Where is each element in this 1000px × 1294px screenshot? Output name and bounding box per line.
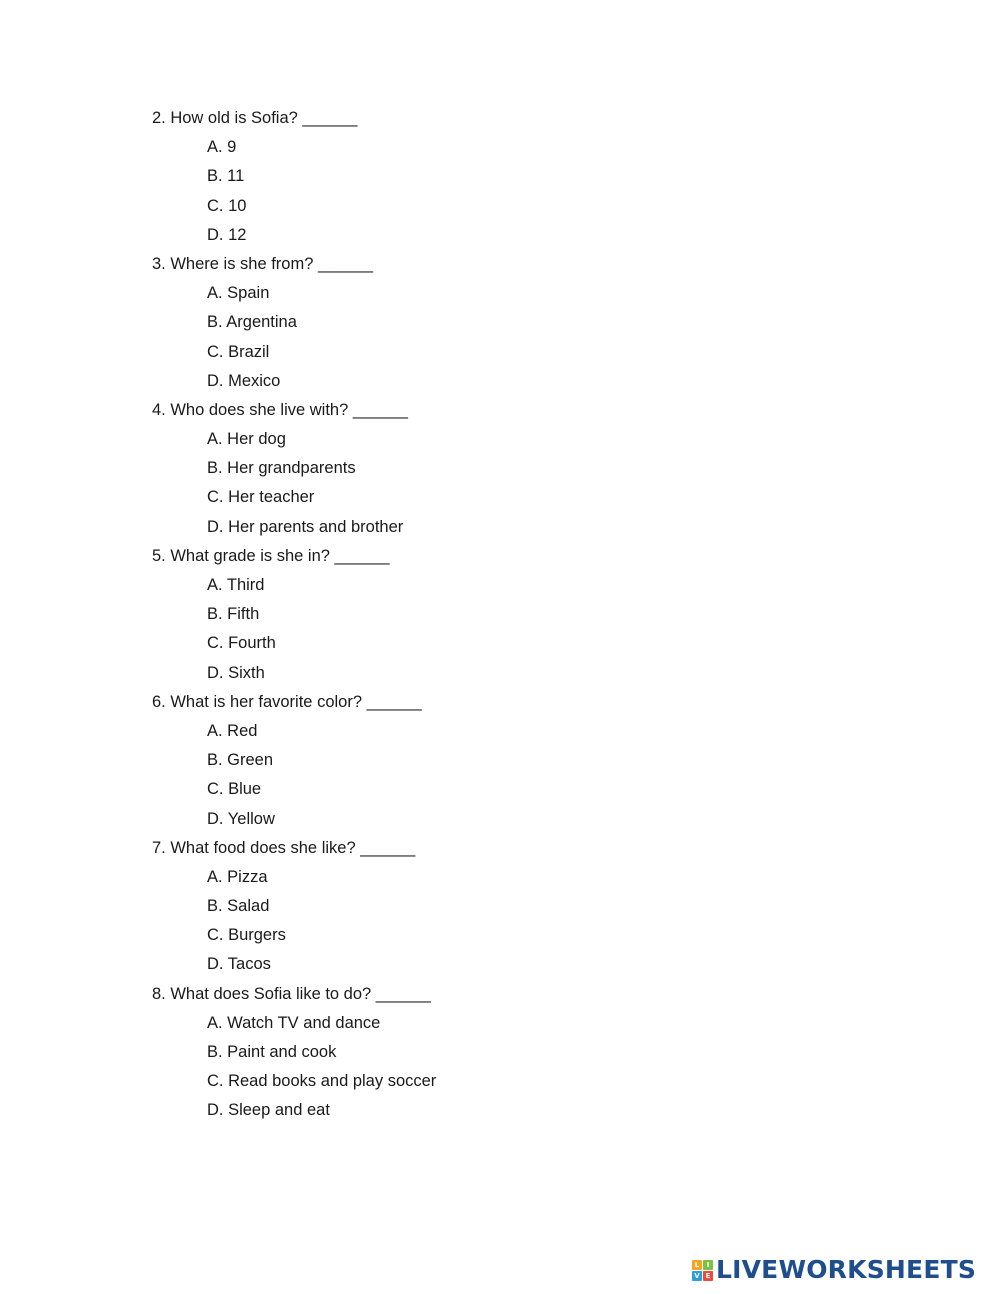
option-c[interactable]: C. Burgers [207,926,286,945]
answer-options [152,1009,912,1126]
question-text: 7. What food does she like? ______ [152,838,416,857]
answer-options [152,279,912,396]
question-7 [152,834,912,980]
option-a[interactable]: A. 9 [207,138,237,157]
question-6 [152,688,912,834]
question-4 [152,396,912,542]
question-3 [152,250,912,396]
option-c[interactable]: C. Her teacher [207,488,315,507]
logo-mark-tile: V [692,1271,702,1281]
logo-mark-icon [692,1260,713,1281]
option-d[interactable]: D. Sixth [207,663,265,682]
option-c[interactable]: C. Read books and play soccer [207,1072,437,1091]
option-c[interactable]: C. Blue [207,780,262,799]
option-c[interactable]: C. Fourth [207,634,276,653]
option-a[interactable]: A. Pizza [207,867,268,886]
question-text: 6. What is her favorite color? ______ [152,692,422,711]
option-b[interactable]: B. Green [207,751,274,770]
option-d[interactable]: D. 12 [207,225,247,244]
question-text: 3. Where is she from? ______ [152,254,374,273]
logo-mark-tile: L [692,1260,702,1270]
option-b[interactable]: B. Fifth [207,605,260,624]
worksheet [152,104,912,1126]
question-5 [152,542,912,688]
answer-options [152,863,912,980]
option-c[interactable]: C. 10 [207,196,247,215]
option-d[interactable]: D. Sleep and eat [207,1101,330,1120]
option-a[interactable]: A. Third [207,576,265,594]
option-b[interactable]: B. Salad [207,897,270,916]
option-b[interactable]: B. Her grandparents [207,459,356,478]
option-a[interactable]: A. Red [207,721,258,740]
logo-text: LIVEWORKSHEETS [716,1255,977,1284]
question-text: 4. Who does she live with? ______ [152,400,408,419]
logo-mark-tile: I [703,1260,713,1270]
question-text: 5. What grade is she in? ______ [152,546,390,565]
answer-options [152,425,912,542]
option-d[interactable]: D. Mexico [207,371,281,390]
option-b[interactable]: B. Paint and cook [207,1043,337,1061]
option-b[interactable]: B. 11 [207,167,245,186]
question-8 [152,980,912,1126]
option-d[interactable]: D. Yellow [207,809,275,828]
option-a[interactable]: A. Her dog [207,430,286,449]
option-c[interactable]: C. Brazil [207,342,270,361]
answer-options [152,717,912,834]
question-text: 8. What does Sofia like to do? ______ [152,984,431,1003]
logo-mark-tile: E [703,1271,713,1281]
option-a[interactable]: A. Spain [207,284,270,303]
question-2 [152,104,912,250]
option-d[interactable]: D. Tacos [207,955,271,974]
answer-options [152,133,912,250]
answer-options [152,571,912,688]
liveworksheets-logo [692,1256,976,1284]
option-b[interactable]: B. Argentina [207,313,297,332]
option-a[interactable]: A. Watch TV and dance [207,1013,381,1032]
option-d[interactable]: D. Her parents and brother [207,517,404,536]
question-text: 2. How old is Sofia? ______ [152,109,358,127]
